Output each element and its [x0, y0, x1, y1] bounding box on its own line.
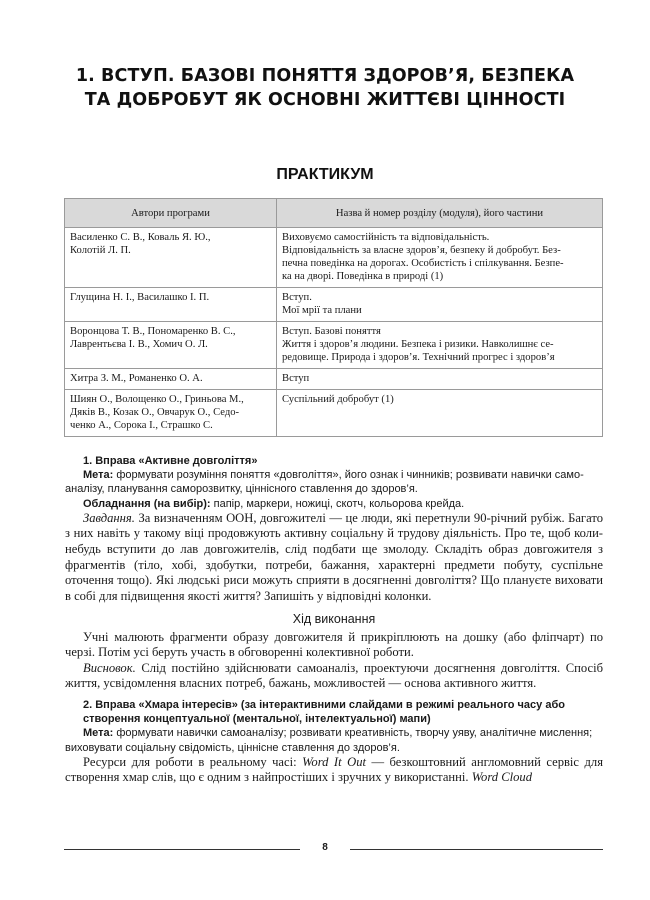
section-cell: Виховуємо самостійність та відповідальність. Відповідальність за власне здоров’я, безпеку й добробут. Без- печна поведінка на дорогах. Особистість і спілкування. Безпе- ка на дворі. Поведінка в природі (1)	[277, 228, 603, 288]
section-cell: Вступ	[277, 369, 603, 390]
exercise-1-conclusion: Висновок. Слід постійно здійснювати самоаналіз, проектуючи досягнення довголіття. Спосіб життя, усвідомлення власних потреб, бажань, можливостей — основа активного життя.	[65, 660, 603, 691]
table-row	[65, 228, 603, 288]
exercise-1-equipment: Обладнання (на вибір): папір, маркери, ножиці, скотч, кольорова крейда.	[83, 497, 465, 510]
chapter-title-line-2: ТА ДОБРОБУТ ЯК ОСНОВНІ ЖИТТЄВІ ЦІННОСТІ	[84, 90, 566, 110]
header-section: Назва й номер розділу (модуля), його частини	[277, 199, 603, 228]
header-authors: Автори програми	[65, 199, 277, 228]
procedure-title: Хід виконання	[292, 612, 376, 627]
programs-table	[64, 198, 603, 437]
table-row	[65, 288, 603, 322]
exercise-2-goal: Мета: формувати навички самоаналізу; розвивати креативність, творчу уяву, аналітичне мислення; виховувати соціальну свідомість, ціннісне ставлення до здоров’я.	[65, 727, 593, 754]
authors-cell: Воронцова Т. В., Пономаренко В. С., Лаврентьєва І. В., Хомич О. Л.	[65, 322, 277, 369]
footer-rule-right	[350, 849, 603, 850]
chapter-title-line-1: 1. ВСТУП. БАЗОВІ ПОНЯТТЯ ЗДОРОВ’Я, БЕЗПЕКА	[75, 66, 575, 86]
authors-cell: Шиян О., Волощенко О., Гриньова М., Дяків В., Козак О., Овчарук О., Седо- ченко А., Сорока І., Страшко С.	[65, 390, 277, 437]
page-number: 8	[322, 842, 328, 853]
section-title: ПРАКТИКУМ	[276, 166, 374, 183]
exercise-1-title: 1. Вправа «Активне довголіття»	[83, 455, 258, 467]
table-row	[65, 322, 603, 369]
section-cell: Суспільний добробут (1)	[277, 390, 603, 437]
authors-cell: Хитра З. М., Романенко О. А.	[65, 369, 277, 390]
table-row	[65, 390, 603, 437]
authors-cell: Глущина Н. І., Василашко І. П.	[65, 288, 277, 322]
chapter-title	[40, 64, 610, 112]
exercise-2-resources: Ресурси для роботи в реальному часі: Word It Out — безкоштовний англомовний сервіс для створення хмар слів, що є одним з найпростіших і зручних у використанні. Word Cloud	[65, 754, 603, 785]
page-body	[65, 452, 603, 786]
authors-cell: Василенко С. В., Коваль Я. Ю., Колотій Л. П.	[65, 228, 277, 288]
exercise-1-goal: Мета: формувати розуміння поняття «довголіття», його ознак і чинників; розвивати навички самоаналізу, планування саморозвитку, ціннісного ставлення до здоров’я.	[65, 469, 584, 496]
table-header-row	[65, 199, 603, 228]
procedure-text: Учні малюють фрагменти образу довгожителя й прикріплюють на дошку (або фліпчарт) по черзі. Потім усі беруть участь в обговоренні колективної роботи.	[65, 629, 603, 660]
footer-rule-left	[64, 849, 300, 850]
section-cell: Вступ. Базові поняття Життя і здоров’я людини. Безпека і ризики. Навколишнє се- редовище. Природа і здоров’я. Технічний прогрес і здоров’я	[277, 322, 603, 369]
table-row	[65, 369, 603, 390]
exercise-1-task: Завдання. За визначенням ООН, довгожителі — це люди, які перетнули 90-річний рубіж. Багато з них навіть у такому віці продовжують активну соціальну й трудову діяльність. Про те, щоб коли-небудь вступити до лав довгожителів, слід подбати ще змолоду. Складіть образ довгожителя з фрагментів (тіло, хобі, здобутки, потреби, бажання, характерні предмети побуту, суспільне оточення тощо). Які людські риси можуть сприяти в досягненні довголіття? Що плануєте виховати в собі для підвищення якості життя? Запишіть у відповідні колонки.	[65, 510, 603, 603]
section-cell: Вступ. Мої мрії та плани	[277, 288, 603, 322]
exercise-2-title: 2. Вправа «Хмара інтересів» (за інтерактивними слайдами в режимі реального часу або створення концептуальної (ментальної, інтелектуальної) мапи)	[83, 698, 565, 726]
